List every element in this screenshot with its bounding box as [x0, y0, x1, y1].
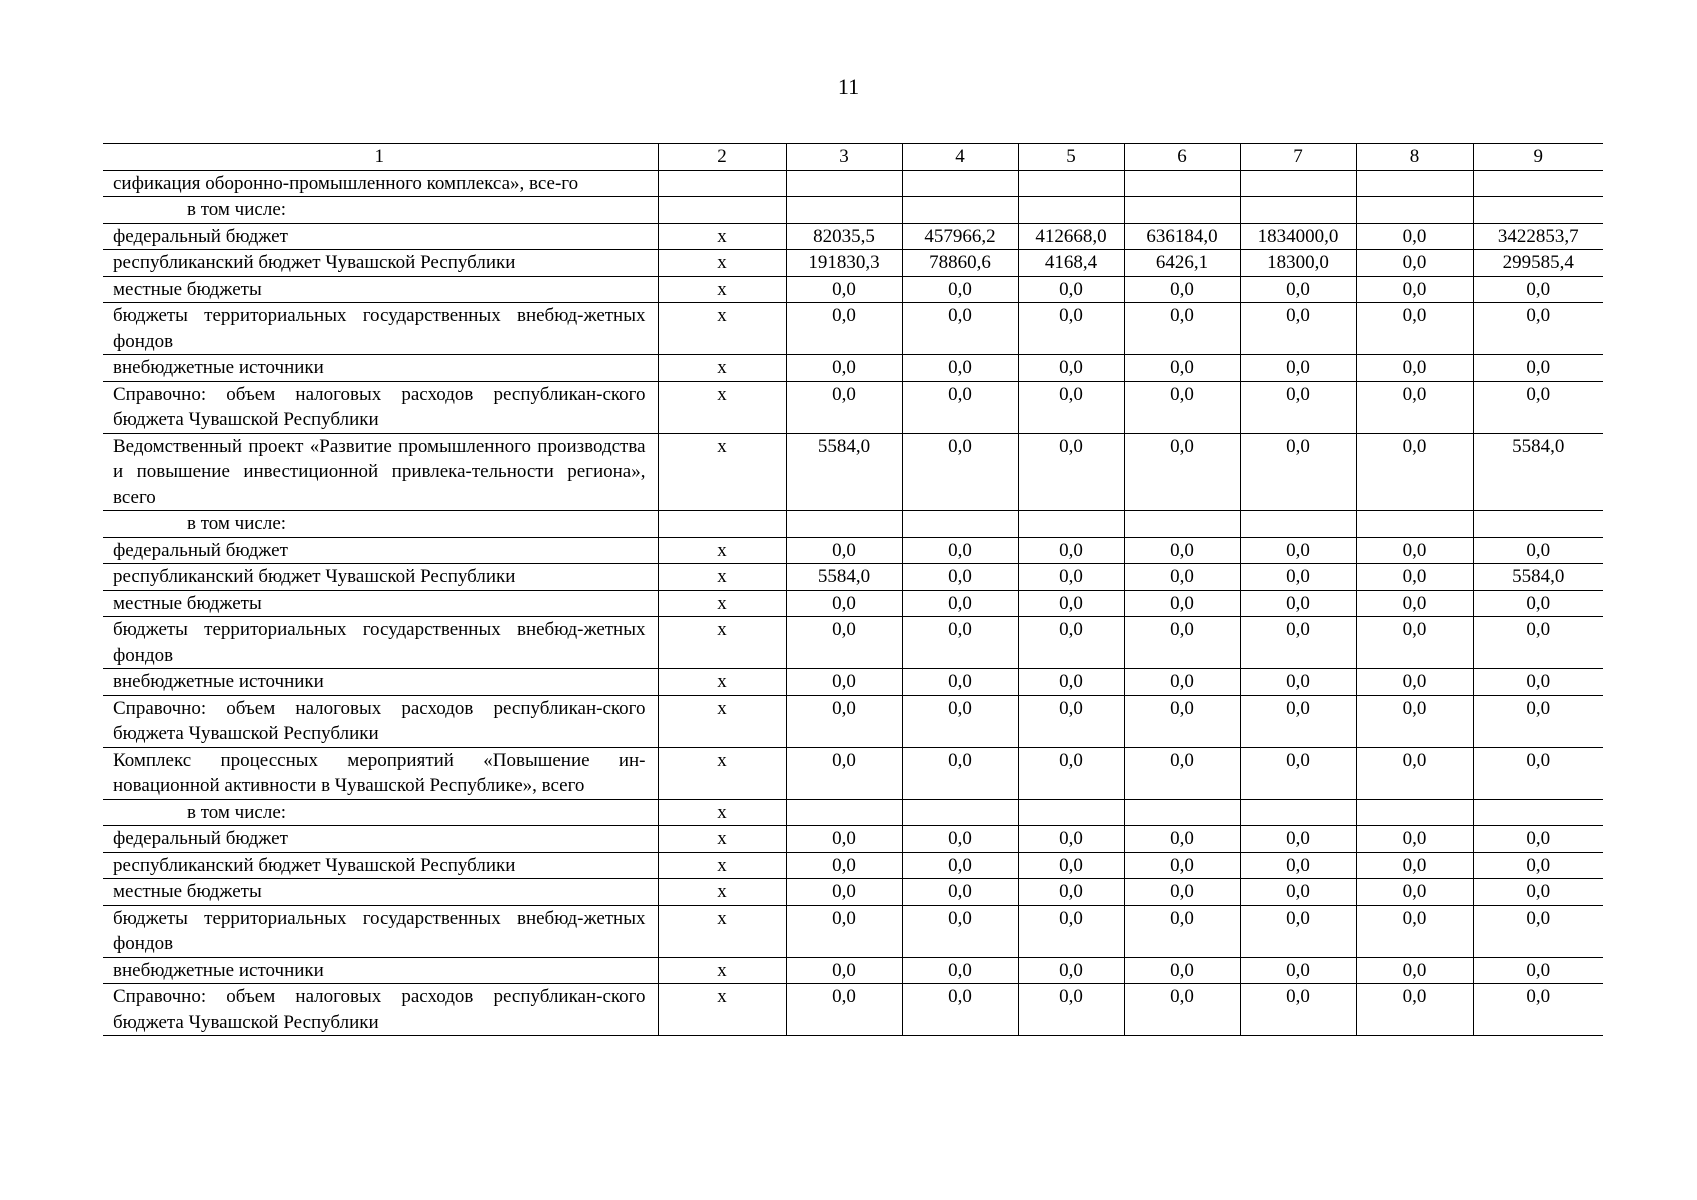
row-value-cell: 0,0	[902, 537, 1018, 564]
row-value-cell: 0,0	[786, 669, 902, 696]
header-cell: 3	[786, 144, 902, 171]
row-value-cell	[1018, 170, 1124, 197]
table-row	[103, 433, 1603, 511]
row-code-cell	[658, 170, 786, 197]
row-value-cell: 0,0	[1473, 747, 1603, 799]
table-row	[103, 590, 1603, 617]
row-value-cell: 0,0	[1124, 669, 1240, 696]
row-value-cell: 0,0	[786, 303, 902, 355]
row-label: сификация оборонно-промышленного комплекса», все-го	[103, 170, 658, 197]
row-value-cell: 0,0	[902, 617, 1018, 669]
row-value-cell: 4168,4	[1018, 250, 1124, 277]
row-value-cell: 0,0	[902, 381, 1018, 433]
row-label: Справочно: объем налоговых расходов республикан-ского бюджета Чувашской Республики	[103, 381, 658, 433]
row-code-cell	[658, 197, 786, 224]
row-value-cell: 0,0	[786, 276, 902, 303]
row-value-cell: 0,0	[786, 355, 902, 382]
row-value-cell: 78860,6	[902, 250, 1018, 277]
row-value-cell: 636184,0	[1124, 223, 1240, 250]
table-row	[103, 223, 1603, 250]
row-value-cell: 0,0	[1356, 303, 1473, 355]
table-row	[103, 276, 1603, 303]
row-code-cell: х	[658, 355, 786, 382]
row-value-cell: 0,0	[1018, 957, 1124, 984]
row-value-cell: 0,0	[786, 381, 902, 433]
row-label: республиканский бюджет Чувашской Республики	[103, 250, 658, 277]
row-value-cell: 0,0	[1124, 826, 1240, 853]
row-value-cell: 0,0	[1356, 879, 1473, 906]
row-value-cell: 0,0	[1124, 984, 1240, 1036]
row-value-cell: 0,0	[1356, 747, 1473, 799]
row-code-cell: х	[658, 250, 786, 277]
table-row	[103, 355, 1603, 382]
row-value-cell	[1124, 197, 1240, 224]
row-value-cell: 0,0	[902, 669, 1018, 696]
row-value-cell	[1473, 197, 1603, 224]
row-value-cell	[1356, 170, 1473, 197]
row-code-cell: х	[658, 433, 786, 511]
row-value-cell: 0,0	[1124, 852, 1240, 879]
row-value-cell: 0,0	[1240, 537, 1356, 564]
row-label: внебюджетные источники	[103, 669, 658, 696]
row-value-cell: 0,0	[1124, 564, 1240, 591]
row-value-cell: 0,0	[1240, 905, 1356, 957]
row-value-cell: 0,0	[1356, 984, 1473, 1036]
row-label: в том числе:	[103, 511, 658, 538]
row-value-cell: 0,0	[1356, 250, 1473, 277]
row-code-cell: х	[658, 905, 786, 957]
row-value-cell: 0,0	[1124, 381, 1240, 433]
row-value-cell	[1240, 511, 1356, 538]
row-value-cell: 0,0	[1473, 617, 1603, 669]
row-value-cell	[1240, 170, 1356, 197]
row-value-cell	[786, 799, 902, 826]
row-value-cell	[1124, 170, 1240, 197]
row-label: местные бюджеты	[103, 276, 658, 303]
row-code-cell: х	[658, 957, 786, 984]
row-value-cell: 0,0	[1356, 852, 1473, 879]
row-value-cell: 6426,1	[1124, 250, 1240, 277]
row-value-cell: 0,0	[1240, 852, 1356, 879]
row-label: Комплекс процессных мероприятий «Повышение ин-новационной активности в Чувашской Республике», всего	[103, 747, 658, 799]
row-value-cell	[902, 799, 1018, 826]
row-code-cell: х	[658, 223, 786, 250]
row-value-cell	[902, 511, 1018, 538]
row-value-cell: 0,0	[1356, 695, 1473, 747]
row-value-cell: 0,0	[786, 537, 902, 564]
row-label: Справочно: объем налоговых расходов республикан-ского бюджета Чувашской Республики	[103, 984, 658, 1036]
table-row	[103, 799, 1603, 826]
row-value-cell	[1473, 799, 1603, 826]
row-code-cell: х	[658, 276, 786, 303]
table-header-row	[103, 144, 1603, 171]
row-label: федеральный бюджет	[103, 223, 658, 250]
header-cell: 7	[1240, 144, 1356, 171]
row-value-cell: 0,0	[1018, 564, 1124, 591]
row-value-cell	[902, 170, 1018, 197]
row-value-cell: 0,0	[1356, 276, 1473, 303]
row-value-cell: 0,0	[1473, 276, 1603, 303]
row-value-cell: 0,0	[1473, 905, 1603, 957]
row-value-cell: 0,0	[1124, 303, 1240, 355]
header-cell: 5	[1018, 144, 1124, 171]
row-value-cell: 0,0	[902, 590, 1018, 617]
row-value-cell: 3422853,7	[1473, 223, 1603, 250]
table-row	[103, 170, 1603, 197]
row-label: республиканский бюджет Чувашской Республики	[103, 564, 658, 591]
table-row	[103, 250, 1603, 277]
row-value-cell	[1473, 170, 1603, 197]
row-label: внебюджетные источники	[103, 355, 658, 382]
row-value-cell: 0,0	[1018, 695, 1124, 747]
row-label: федеральный бюджет	[103, 537, 658, 564]
table-row	[103, 669, 1603, 696]
row-label: местные бюджеты	[103, 590, 658, 617]
row-value-cell: 0,0	[1473, 826, 1603, 853]
table-row	[103, 879, 1603, 906]
row-value-cell: 0,0	[786, 695, 902, 747]
header-cell: 8	[1356, 144, 1473, 171]
row-value-cell	[786, 170, 902, 197]
row-value-cell	[1018, 799, 1124, 826]
row-value-cell: 0,0	[1018, 852, 1124, 879]
row-value-cell: 5584,0	[786, 564, 902, 591]
row-code-cell: х	[658, 826, 786, 853]
row-value-cell: 0,0	[1473, 590, 1603, 617]
table-row	[103, 197, 1603, 224]
row-value-cell: 0,0	[1124, 695, 1240, 747]
row-value-cell: 0,0	[1124, 747, 1240, 799]
row-value-cell: 0,0	[786, 747, 902, 799]
row-code-cell: х	[658, 617, 786, 669]
row-value-cell: 0,0	[1018, 590, 1124, 617]
row-label: федеральный бюджет	[103, 826, 658, 853]
row-code-cell: х	[658, 799, 786, 826]
row-value-cell: 0,0	[786, 617, 902, 669]
row-value-cell: 0,0	[1240, 747, 1356, 799]
row-value-cell: 0,0	[1240, 381, 1356, 433]
row-code-cell: х	[658, 537, 786, 564]
row-value-cell: 0,0	[1240, 617, 1356, 669]
row-value-cell	[1124, 511, 1240, 538]
row-label: в том числе:	[103, 799, 658, 826]
row-value-cell: 0,0	[1240, 590, 1356, 617]
header-cell: 6	[1124, 144, 1240, 171]
row-code-cell	[658, 511, 786, 538]
table-row	[103, 617, 1603, 669]
table-row	[103, 537, 1603, 564]
row-value-cell: 0,0	[902, 747, 1018, 799]
row-value-cell	[902, 197, 1018, 224]
row-label: местные бюджеты	[103, 879, 658, 906]
table-row	[103, 957, 1603, 984]
row-value-cell: 0,0	[1240, 564, 1356, 591]
row-value-cell: 0,0	[1018, 537, 1124, 564]
row-code-cell: х	[658, 695, 786, 747]
row-value-cell: 0,0	[902, 957, 1018, 984]
table-row	[103, 381, 1603, 433]
row-value-cell: 0,0	[786, 879, 902, 906]
row-value-cell: 0,0	[1356, 590, 1473, 617]
row-value-cell: 0,0	[1473, 957, 1603, 984]
row-value-cell: 0,0	[1356, 433, 1473, 511]
row-value-cell: 82035,5	[786, 223, 902, 250]
row-value-cell: 0,0	[1240, 303, 1356, 355]
header-cell: 9	[1473, 144, 1603, 171]
row-value-cell: 0,0	[1356, 617, 1473, 669]
row-value-cell: 0,0	[902, 276, 1018, 303]
row-value-cell	[1240, 197, 1356, 224]
row-value-cell: 0,0	[902, 984, 1018, 1036]
row-value-cell: 0,0	[1018, 669, 1124, 696]
row-label: внебюджетные источники	[103, 957, 658, 984]
row-value-cell: 1834000,0	[1240, 223, 1356, 250]
row-value-cell: 0,0	[1473, 381, 1603, 433]
row-value-cell: 5584,0	[1473, 433, 1603, 511]
row-value-cell: 0,0	[902, 564, 1018, 591]
row-value-cell: 0,0	[1473, 695, 1603, 747]
row-value-cell: 18300,0	[1240, 250, 1356, 277]
row-value-cell: 0,0	[902, 433, 1018, 511]
row-value-cell: 0,0	[1018, 381, 1124, 433]
row-value-cell: 0,0	[1240, 695, 1356, 747]
row-value-cell: 0,0	[1240, 355, 1356, 382]
row-code-cell: х	[658, 590, 786, 617]
row-value-cell: 0,0	[1018, 879, 1124, 906]
row-value-cell: 0,0	[1473, 879, 1603, 906]
row-value-cell: 0,0	[1018, 276, 1124, 303]
row-value-cell: 299585,4	[1473, 250, 1603, 277]
header-cell: 4	[902, 144, 1018, 171]
row-value-cell: 0,0	[1473, 669, 1603, 696]
row-value-cell: 0,0	[902, 826, 1018, 853]
row-value-cell	[1124, 799, 1240, 826]
row-value-cell: 0,0	[786, 852, 902, 879]
row-value-cell: 412668,0	[1018, 223, 1124, 250]
row-value-cell: 0,0	[902, 355, 1018, 382]
row-value-cell: 191830,3	[786, 250, 902, 277]
row-value-cell: 0,0	[1356, 669, 1473, 696]
table-row	[103, 564, 1603, 591]
row-label: бюджеты территориальных государственных внебюд-жетных фондов	[103, 905, 658, 957]
row-code-cell: х	[658, 564, 786, 591]
row-value-cell: 0,0	[1124, 355, 1240, 382]
row-value-cell: 0,0	[902, 905, 1018, 957]
table-row	[103, 511, 1603, 538]
row-value-cell: 0,0	[1018, 826, 1124, 853]
row-label: бюджеты территориальных государственных внебюд-жетных фондов	[103, 303, 658, 355]
row-value-cell: 5584,0	[786, 433, 902, 511]
row-value-cell: 0,0	[1018, 617, 1124, 669]
row-value-cell: 0,0	[1240, 276, 1356, 303]
table-row	[103, 303, 1603, 355]
table-row	[103, 905, 1603, 957]
row-value-cell	[1018, 511, 1124, 538]
budget-table	[103, 143, 1603, 1036]
row-value-cell: 0,0	[1356, 223, 1473, 250]
row-value-cell: 0,0	[1240, 984, 1356, 1036]
row-value-cell: 0,0	[1018, 355, 1124, 382]
row-value-cell: 0,0	[1018, 905, 1124, 957]
row-value-cell: 457966,2	[902, 223, 1018, 250]
row-value-cell: 0,0	[1018, 433, 1124, 511]
table-row	[103, 852, 1603, 879]
row-value-cell: 0,0	[1473, 537, 1603, 564]
row-value-cell	[786, 197, 902, 224]
table-row	[103, 826, 1603, 853]
row-label: бюджеты территориальных государственных внебюд-жетных фондов	[103, 617, 658, 669]
row-value-cell: 0,0	[1240, 433, 1356, 511]
row-code-cell: х	[658, 852, 786, 879]
row-value-cell: 0,0	[902, 879, 1018, 906]
row-value-cell	[786, 511, 902, 538]
row-value-cell: 0,0	[902, 852, 1018, 879]
row-value-cell: 0,0	[786, 826, 902, 853]
row-value-cell: 5584,0	[1473, 564, 1603, 591]
row-value-cell: 0,0	[1473, 984, 1603, 1036]
row-value-cell: 0,0	[1124, 276, 1240, 303]
row-value-cell: 0,0	[786, 590, 902, 617]
row-value-cell	[1018, 197, 1124, 224]
row-label: Ведомственный проект «Развитие промышленного производства и повышение инвестиционной привлека-тельности региона», всего	[103, 433, 658, 511]
row-value-cell	[1356, 197, 1473, 224]
row-value-cell: 0,0	[1124, 433, 1240, 511]
row-label: в том числе:	[103, 197, 658, 224]
row-value-cell: 0,0	[1124, 617, 1240, 669]
row-value-cell: 0,0	[1124, 905, 1240, 957]
row-value-cell: 0,0	[902, 695, 1018, 747]
header-cell: 1	[103, 144, 658, 171]
row-value-cell: 0,0	[1356, 905, 1473, 957]
row-value-cell: 0,0	[1473, 303, 1603, 355]
row-value-cell: 0,0	[1018, 984, 1124, 1036]
row-code-cell: х	[658, 747, 786, 799]
row-value-cell: 0,0	[1356, 355, 1473, 382]
row-value-cell: 0,0	[786, 905, 902, 957]
row-value-cell: 0,0	[786, 984, 902, 1036]
row-value-cell: 0,0	[1124, 590, 1240, 617]
table-body	[103, 170, 1603, 1036]
header-cell: 2	[658, 144, 786, 171]
row-value-cell: 0,0	[1356, 957, 1473, 984]
row-code-cell: х	[658, 669, 786, 696]
row-value-cell: 0,0	[1356, 381, 1473, 433]
row-value-cell: 0,0	[1240, 826, 1356, 853]
row-label: республиканский бюджет Чувашской Республики	[103, 852, 658, 879]
row-value-cell: 0,0	[1018, 747, 1124, 799]
row-value-cell: 0,0	[1473, 355, 1603, 382]
row-value-cell: 0,0	[1356, 537, 1473, 564]
row-code-cell: х	[658, 303, 786, 355]
row-value-cell: 0,0	[1018, 303, 1124, 355]
table-row	[103, 984, 1603, 1036]
row-value-cell: 0,0	[1124, 537, 1240, 564]
row-value-cell: 0,0	[902, 303, 1018, 355]
row-value-cell	[1356, 799, 1473, 826]
row-code-cell: х	[658, 381, 786, 433]
row-value-cell	[1473, 511, 1603, 538]
row-value-cell: 0,0	[786, 957, 902, 984]
table-row	[103, 695, 1603, 747]
row-value-cell: 0,0	[1124, 957, 1240, 984]
row-value-cell: 0,0	[1240, 669, 1356, 696]
row-value-cell	[1356, 511, 1473, 538]
row-value-cell: 0,0	[1473, 852, 1603, 879]
row-value-cell: 0,0	[1124, 879, 1240, 906]
table-row	[103, 747, 1603, 799]
row-label: Справочно: объем налоговых расходов республикан-ского бюджета Чувашской Республики	[103, 695, 658, 747]
page-number: 11	[837, 74, 860, 99]
row-value-cell: 0,0	[1356, 564, 1473, 591]
row-value-cell	[1240, 799, 1356, 826]
row-code-cell: х	[658, 984, 786, 1036]
row-value-cell: 0,0	[1356, 826, 1473, 853]
row-value-cell: 0,0	[1240, 957, 1356, 984]
row-value-cell: 0,0	[1240, 879, 1356, 906]
row-code-cell: х	[658, 879, 786, 906]
